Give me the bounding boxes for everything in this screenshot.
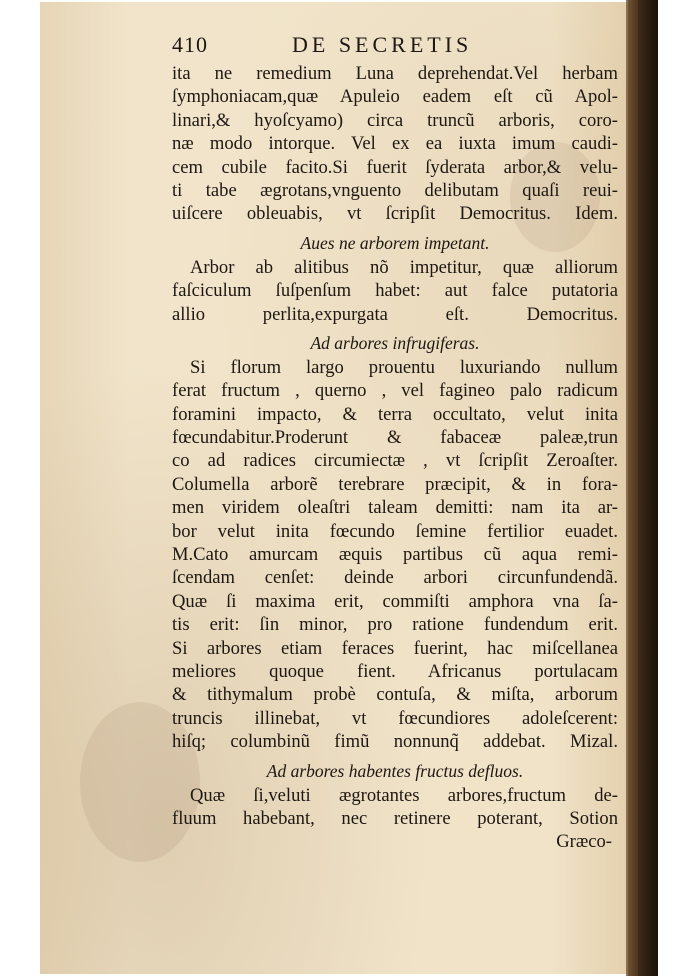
text-line: co ad radices circumiectæ , vt ſcripſit Zeroaſter. xyxy=(172,450,618,472)
text-line: linari,& hyoſcyamo) circa truncũ arboris, coro- xyxy=(172,109,618,131)
section-heading: Ad arbores habentes fructus defluos. xyxy=(266,760,524,781)
section-heading: Ad arbores infrugiferas. xyxy=(310,332,480,353)
text-line: allio perlita,expurgata eſt. Democritus. xyxy=(172,303,618,325)
section-paragraph xyxy=(172,356,618,754)
page-text xyxy=(172,32,618,854)
text-line: & tithymalum probè contuſa, & miſta, arborum xyxy=(172,684,618,706)
text-line: ti tabe ægrotans,vnguento delibutam quaſi reui- xyxy=(172,179,618,201)
text-line: foramini impacto, & terra occultato, velut inita xyxy=(172,403,618,425)
text-line: truncis illinebat, vt fœcundiores adoleſcerent: xyxy=(172,707,618,729)
section-heading: Aues ne arborem impetant. xyxy=(300,232,490,253)
continued-paragraph xyxy=(172,62,618,226)
text-line: næ modo intorque. Vel ex ea iuxta imum caudi- xyxy=(172,133,618,155)
text-line: meliores quoque fient. Africanus portulacam xyxy=(172,660,618,682)
text-line: cem cubile facito.Si fuerit ſyderata arbor,& velu- xyxy=(172,156,618,178)
text-line: ſymphoniacam,quæ Apuleio eadem eſt cũ Apol- xyxy=(172,86,618,108)
section-paragraph xyxy=(172,256,618,326)
text-line: Arbor ab alitibus nõ impetitur, quæ alliorum xyxy=(190,256,618,278)
text-line: fœcundabitur.Proderunt & fabaceæ paleæ,trun xyxy=(172,427,618,449)
text-line: ſcendam cenſet: deinde arbori circunfundendã. xyxy=(172,567,618,589)
page-edge-shadow xyxy=(626,0,638,976)
text-line: Si arbores etiam feraces fuerint, hac miſcellanea xyxy=(172,637,618,659)
text-line: bor velut inita fœcundo ſemine fertilior euadet. xyxy=(172,520,618,542)
text-line: Si florum largo prouentu luxuriando nullum xyxy=(190,356,618,378)
text-line: M.Cato amurcam æquis partibus cũ aqua remi- xyxy=(172,544,618,566)
text-line: hiſq; columbinũ fimũ nonnunq̃ addebat. Mizal. xyxy=(172,731,618,753)
running-title: DE SECRETIS xyxy=(292,32,473,57)
page-number: 410 xyxy=(172,32,208,57)
text-line: faſciculum ſuſpenſum habet: aut falce putatoria xyxy=(172,280,618,302)
text-line: tis erit: ſin minor, pro ratione fundendum erit. xyxy=(172,614,618,636)
running-header xyxy=(172,32,618,62)
text-line: ita ne remedium Luna deprehendat.Vel herbam xyxy=(172,63,618,84)
text-line: ferat fructum , querno , vel fagineo palo radicum xyxy=(172,380,618,402)
text-line: fluum habebant, nec retinere poterant, Sotion xyxy=(172,807,618,829)
text-line: Columella arborẽ terebrare præcipit, & in fora- xyxy=(172,473,618,495)
text-line: uiſcere obleuabis, vt ſcripſit Democritus. Idem. xyxy=(172,203,618,225)
text-line: men viridem oleaſtri taleam demitti: nam ita ar- xyxy=(172,497,618,519)
catchword: Græco- xyxy=(556,831,612,853)
text-line: Quæ ſi,veluti ægrotantes arbores,fructum de- xyxy=(190,784,618,806)
section-paragraph xyxy=(172,784,618,831)
text-line: Quæ ſi maxima erit, commiſti amphora vna ſa- xyxy=(172,590,618,612)
